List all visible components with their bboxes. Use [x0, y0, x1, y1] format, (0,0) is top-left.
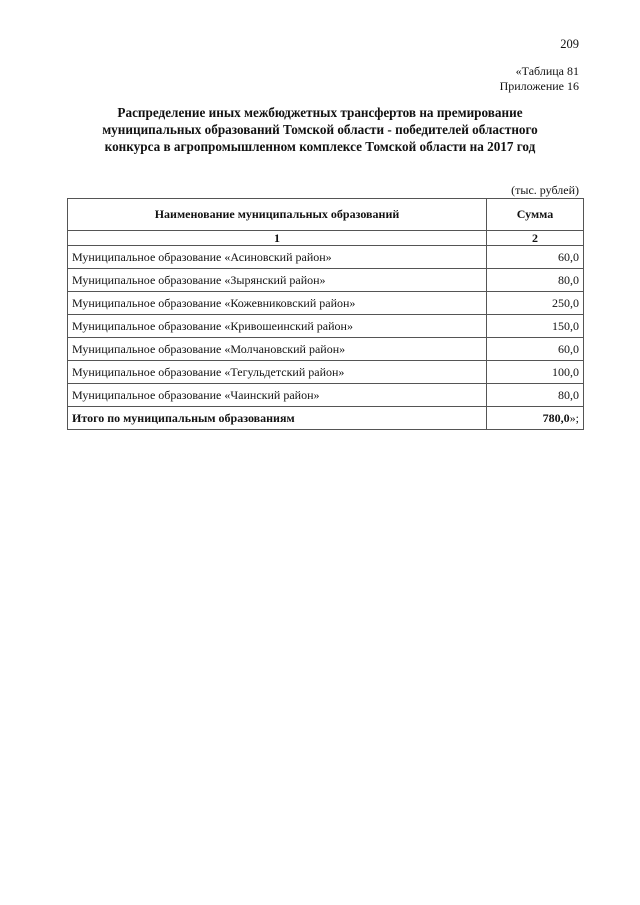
appendix-reference [500, 64, 579, 94]
units-label: (тыс. рублей) [511, 183, 579, 197]
column-number-sum: 2 [487, 231, 584, 246]
table-header-row [68, 199, 584, 231]
column-number-name: 1 [68, 231, 487, 246]
table-row [68, 338, 584, 361]
row-sum: 80,0 [487, 269, 584, 292]
appendix-label: Приложение 16 [499, 79, 579, 93]
table-row [68, 361, 584, 384]
row-sum: 150,0 [487, 315, 584, 338]
title-line-1: Распределение иных межбюджетных трансфертов на премирование [117, 105, 523, 120]
total-sum: 780,0 [542, 410, 570, 425]
row-name: Муниципальное образование «Кожевниковский район» [68, 292, 487, 315]
total-row [68, 407, 584, 430]
row-sum: 250,0 [487, 292, 584, 315]
row-name: Муниципальное образование «Чаинский район» [68, 384, 487, 407]
table-row [68, 315, 584, 338]
row-name: Муниципальное образование «Молчановский район» [68, 338, 487, 361]
header-sum: Сумма [487, 199, 584, 231]
table-row [68, 384, 584, 407]
title-line-2: муниципальных образований Томской области - победителей областного [102, 122, 538, 137]
column-number-row [68, 231, 584, 246]
total-sum-cell [487, 407, 584, 430]
row-name: Муниципальное образование «Тегульдетский район» [68, 361, 487, 384]
row-sum: 60,0 [487, 246, 584, 269]
closing-quote-suffix: »; [569, 410, 579, 425]
transfers-table [67, 198, 584, 430]
row-name: Муниципальное образование «Зырянский район» [68, 269, 487, 292]
table-reference: «Таблица 81 [515, 64, 579, 78]
row-sum: 100,0 [487, 361, 584, 384]
page-number: 209 [560, 37, 579, 51]
row-sum: 80,0 [487, 384, 584, 407]
table-row [68, 292, 584, 315]
row-name: Муниципальное образование «Кривошеинский район» [68, 315, 487, 338]
document-title [60, 104, 580, 155]
row-name: Муниципальное образование «Асиновский район» [68, 246, 487, 269]
row-sum: 60,0 [487, 338, 584, 361]
title-line-3: конкурса в агропромышленном комплексе Томской области на 2017 год [104, 139, 536, 154]
table-row [68, 269, 584, 292]
header-name: Наименование муниципальных образований [68, 199, 487, 231]
total-name: Итого по муниципальным образованиям [68, 407, 487, 430]
table-row [68, 246, 584, 269]
